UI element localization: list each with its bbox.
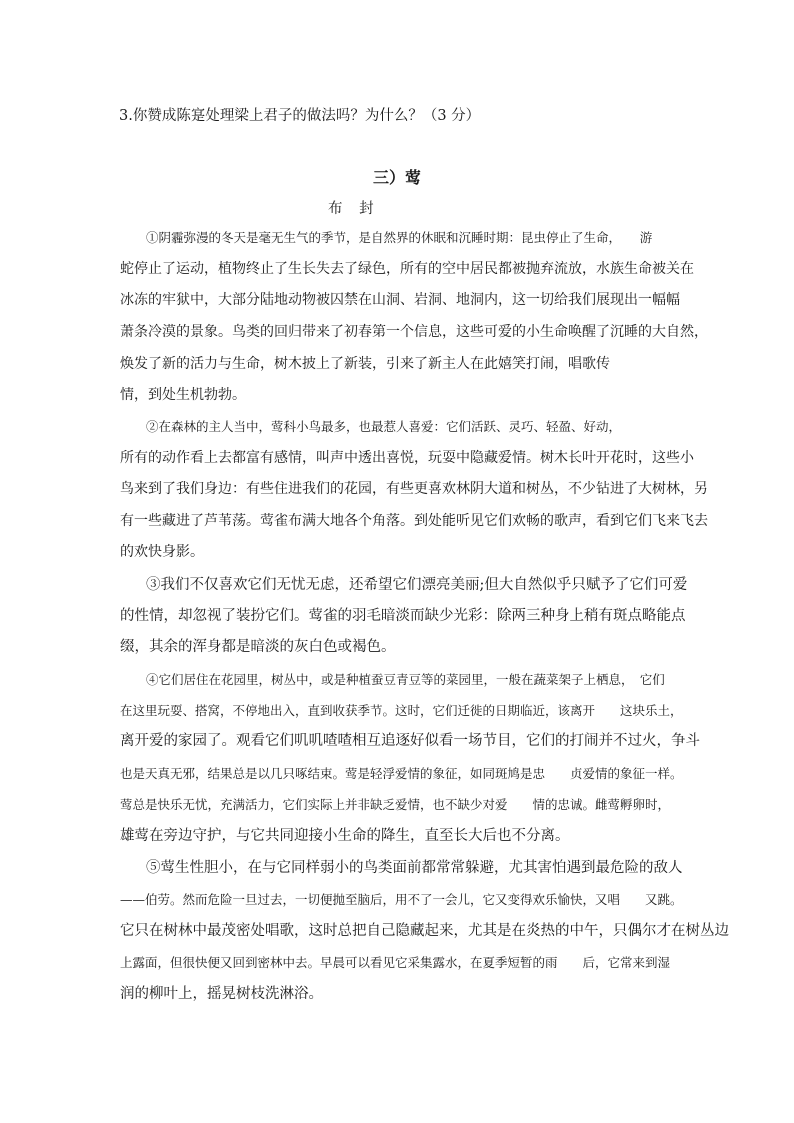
paragraph-3-line-3: 缀，其余的浑身都是暗淡的灰白色或褐色。: [120, 639, 396, 655]
paragraph-3-line-1: ③我们不仅喜欢它们无忧无虑，还希望它们漂亮美丽;但大自然似乎只赋予了它们可爱: [146, 577, 688, 593]
paragraph-2-line-4: 有一些藏进了芦苇荡。莺雀布满大地各个角落。到处能听见它们欢畅的歌声，看到它们飞来飞去: [120, 513, 708, 529]
author: 布 封: [328, 201, 380, 217]
paragraph-1-line-3: 冰冻的牢狱中，大部分陆地动物被囚禁在山洞、岩洞、地洞内，这一切给我们展现出一幅幅: [120, 292, 680, 308]
paragraph-2-line-3: 鸟来到了我们身边：有些住进我们的花园，有些更喜欢林阴大道和树丛，不少钻进了大树林，另: [120, 481, 708, 497]
paragraph-5-line-2: ——伯劳。然而危险一旦过去，一切便抛至脑后，用不了一会儿，它又变得欢乐愉快，又唱 又跳。: [120, 892, 683, 907]
paragraph-4-line-5: 莺总是快乐无忧，充满活力，它们实际上并非缺乏爱情，也不缺少对爱 情的忠诚。雌莺孵卵时，: [120, 797, 671, 812]
paragraph-2-line-2: 所有的动作看上去都富有感情，叫声中透出喜悦，玩耍中隐藏爱情。树木长叶开花时，这些小: [120, 450, 694, 466]
paragraph-1-line-1: ①阴霾弥漫的冬天是毫无生气的季节，是自然界的休眠和沉睡时期：昆虫停止了生命， 游: [146, 230, 653, 245]
paragraph-2-line-1: ②在森林的主人当中，莺科小鸟最多，也最惹人喜爱：它们活跃、灵巧、轻盈、好动，: [146, 419, 622, 434]
paragraph-4-line-2: 在这里玩耍、搭窝，不停地出入，直到收获季节。这时，它们迁徙的日期临近，该离开 这块乐土，: [120, 703, 683, 718]
question-3: 3.你赞成陈寔处理梁上君子的做法吗？为什么？（3 分）: [119, 108, 481, 124]
paragraph-3-line-2: 的性情，却忽视了装扮它们。莺雀的羽毛暗淡而缺少光彩：除两三种身上稍有斑点略能点: [120, 608, 686, 624]
paragraph-4-line-3: 离开爱的家园了。观看它们叽叽喳喳相互追逐好似看一场节目，它们的打闹并不过火，争斗: [120, 733, 700, 749]
paragraph-4-line-1: ④它们居住在花园里，树丛中，或是种植蚕豆青豆等的菜园里，一般在蔬菜架子上栖息， 它们: [146, 672, 665, 687]
paragraph-1-line-6: 情，到处生机勃勃。: [120, 387, 246, 403]
paragraph-1-line-2: 蛇停止了运动，植物终止了生长失去了绿色，所有的空中居民都被抛弃流放，水族生命被关在: [120, 261, 694, 277]
paragraph-5-line-5: 润的柳叶上，摇晃树枝洗淋浴。: [120, 986, 323, 1002]
paragraph-1-line-5: 焕发了新的活力与生命，树木披上了新装，引来了新主人在此嬉笑打闹，唱歌传: [120, 356, 610, 372]
paragraph-4-line-6: 雄莺在旁边守护，与它共同迎接小生命的降生，直至长大后也不分离。: [120, 828, 570, 844]
paragraph-2-line-5: 的欢快身影。: [120, 544, 204, 560]
paragraph-1-line-4: 萧条冷漠的景象。鸟类的回归带来了初春第一个信息，这些可爱的小生命唤醒了沉睡的大自然，: [120, 324, 708, 340]
paragraph-5-line-3: 它只在树林中最茂密处唱歌，这时总把自己隐藏起来，尤其是在炎热的中午，只偶尔才在树丛边: [120, 923, 729, 939]
paragraph-5-line-1: ⑤莺生性胆小，在与它同样弱小的鸟类面前都常常躲避，尤其害怕遇到最危险的敌人: [146, 860, 683, 876]
section-title: 三）莺: [372, 168, 421, 187]
paragraph-5-line-4: 上露面，但很快便又回到密林中去。早晨可以看见它采集露水，在夏季短暂的雨 后，它常来到湿: [120, 955, 671, 970]
paragraph-4-line-4: 也是天真无邪，结果总是以几只啄结束。莺是轻浮爱情的象征，如同斑鸠是忠 贞爱情的象征一样。: [120, 766, 683, 781]
